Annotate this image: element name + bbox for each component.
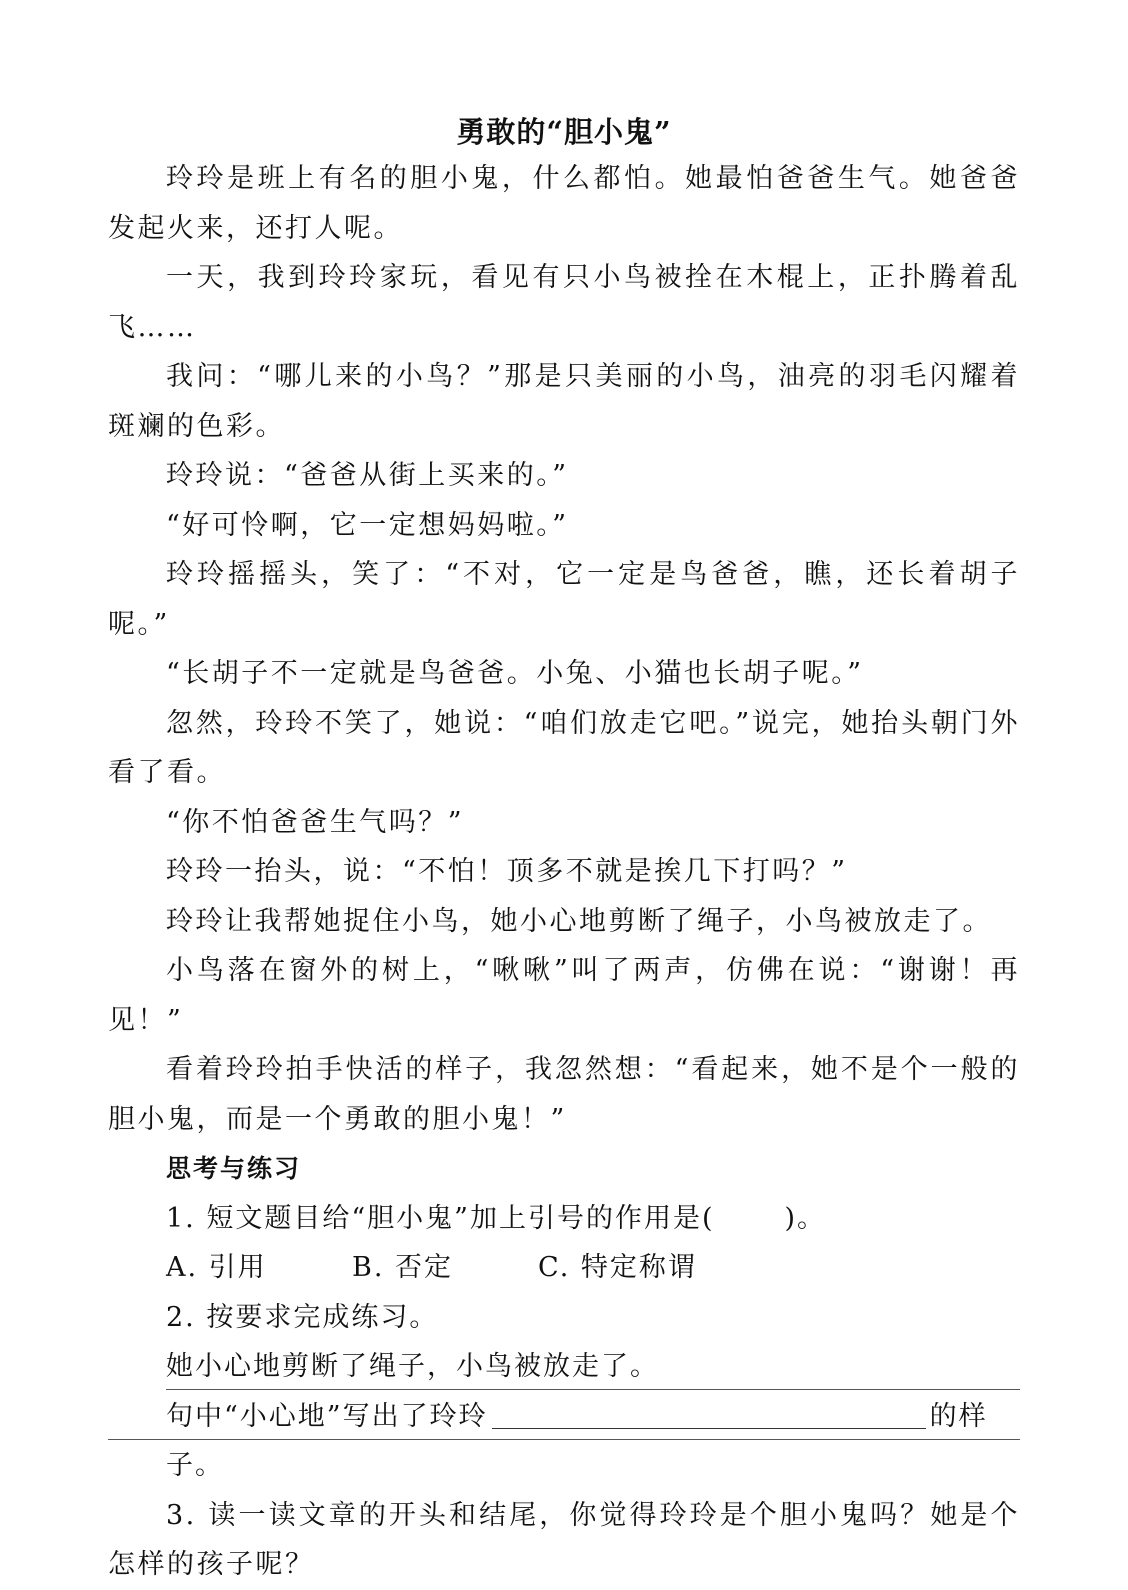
question-2-fill [108, 1392, 1020, 1491]
worksheet-page [108, 110, 1020, 1590]
paragraph: “长胡子不一定就是鸟爸爸。小兔、小猫也长胡子呢。” [166, 658, 864, 689]
paragraph: 玲玲是班上有名的胆小鬼，什么都怕。她最怕爸爸生气。她爸爸发起火来，还打人呢。 [108, 163, 1020, 244]
question-2: 2. 按要求完成练习。 [166, 1301, 439, 1333]
option-c[interactable]: C. 特定称谓 [538, 1252, 697, 1283]
question-2-sentence: 她小心地剪断了绳子，小鸟被放走了。 [166, 1351, 659, 1382]
question-1-options [108, 1243, 1020, 1293]
paragraph: “好可怜啊，它一定想妈妈啦。” [166, 509, 569, 541]
exercise-heading: 思考与练习 [166, 1154, 302, 1183]
story-title: 勇敢的“胆小鬼” [456, 115, 672, 149]
fill-in-blank[interactable] [492, 1398, 926, 1429]
paragraph: “你不怕爸爸生气吗？” [166, 806, 465, 838]
paragraph: 忽然，玲玲不笑了，她说：“咱们放走它吧。”说完，她抬头朝门外看了看。 [108, 707, 1020, 788]
question-1-text: 1. 短文题目给“胆小鬼”加上引号的作用是( [166, 1202, 715, 1234]
option-b[interactable]: B. 否定 [352, 1252, 454, 1283]
option-a[interactable]: A. 引用 [166, 1252, 267, 1283]
answer-line-2[interactable] [108, 1439, 1020, 1440]
paragraph: 玲玲让我帮她捉住小鸟，她小心地剪断了绳子，小鸟被放走了。 [166, 905, 992, 937]
question-3: 3. 读一读文章的开头和结尾，你觉得玲玲是个胆小鬼吗？她是个怎样的孩子呢？ [108, 1499, 1020, 1580]
story-body [108, 154, 1020, 1144]
question-1-text-end: )。 [784, 1202, 827, 1234]
paragraph: 一天，我到玲玲家玩，看见有只小鸟被拴在木棍上，正扑腾着乱飞…… [108, 262, 1020, 343]
question-1 [108, 1194, 1020, 1244]
paragraph: 玲玲摇摇头，笑了：“不对，它一定是鸟爸爸，瞧，还长着胡子呢。” [108, 559, 1020, 640]
paragraph: 玲玲说：“爸爸从街上买来的。” [166, 460, 569, 491]
answer-line-1[interactable] [166, 1389, 1020, 1390]
question-2-fill-after: 的样子。 [166, 1400, 988, 1481]
paragraph: 看着玲玲拍手快活的样子，我忽然想：“看起来，她不是个一般的胆小鬼，而是一个勇敢的胆小鬼！” [108, 1054, 1020, 1135]
paragraph: 我问：“哪儿来的小鸟？”那是只美丽的小鸟，油亮的羽毛闪耀着斑斓的色彩。 [108, 361, 1020, 442]
question-2-fill-before: 句中“小心地”写出了玲玲 [166, 1400, 488, 1432]
paragraph: 玲玲一抬头，说：“不怕！顶多不就是挨几下打吗？” [166, 856, 848, 887]
paragraph: 小鸟落在窗外的树上，“啾啾”叫了两声，仿佛在说：“谢谢！再见！” [108, 955, 1020, 1036]
